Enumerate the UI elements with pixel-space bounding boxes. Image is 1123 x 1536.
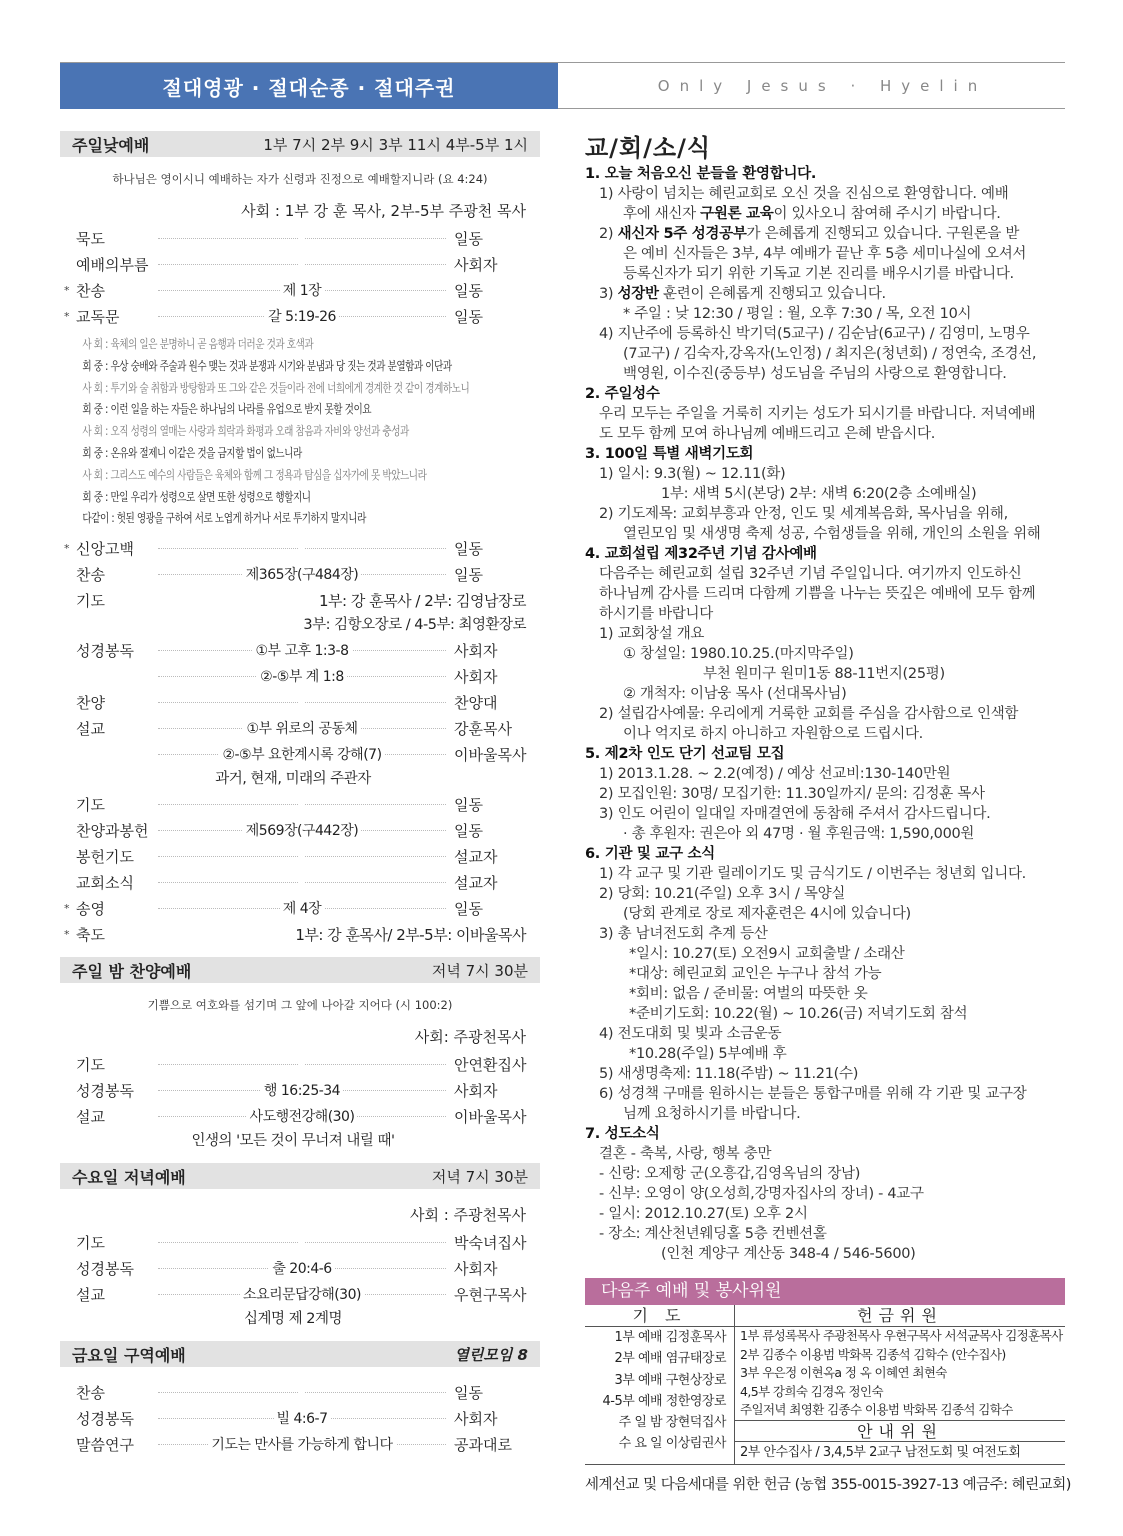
- wednesday-service-bar: [60, 1163, 540, 1189]
- news-line: 결혼 - 축복, 사랑, 행복 충만: [599, 1146, 772, 1162]
- order-label: 설교: [76, 719, 105, 738]
- order-detail: [158, 926, 287, 942]
- bulletin-header: [60, 62, 1065, 109]
- order-row: [60, 869, 540, 895]
- order-responsible: 일동: [454, 539, 483, 558]
- order-detail-text: [299, 256, 305, 272]
- order-detail: [158, 230, 446, 246]
- order-responsible: 이바울목사: [454, 1107, 527, 1126]
- order-row: [60, 303, 540, 329]
- order-detail: [158, 820, 446, 840]
- reading-line: 사 회 : 투기와 술 취함과 방탕함과 또 그와 같은 것들이라 전에 너희에게 경계한 것 같이 경계하노니: [82, 380, 470, 395]
- order-row: [60, 843, 540, 869]
- order-row: [60, 741, 540, 767]
- news-text: 3): [599, 286, 618, 302]
- news-emphasis: 구원론 교육: [700, 206, 774, 222]
- service-leader: 사회: 주광천목사: [414, 1028, 526, 1047]
- news-line: * 주일 : 낮 12:30 / 평일 : 월, 오후 7:30 / 목, 오전 10시: [623, 306, 972, 322]
- news-text: 이 있사오니 참여해 주시기 바랍니다.: [773, 206, 1001, 222]
- reading-text: 헛된 영광을 구하여 서로 노엽게 하거나 서로 투기하지 말지니라: [116, 511, 366, 526]
- responsive-reading: [60, 334, 540, 530]
- news-line: 1) 일시: 9.3(월) ~ 12.11(화): [599, 466, 786, 482]
- order-detail: [158, 1408, 446, 1428]
- order-detail-text: [299, 796, 305, 812]
- news-line: [585, 284, 1065, 304]
- order-row: [60, 663, 540, 689]
- news-heading: 2. 주일성수: [585, 386, 660, 402]
- section-title: 주일 밤 찬양예배: [72, 961, 192, 981]
- news-line: 3) 총 남녀전도회 추계 등산: [599, 926, 768, 942]
- order-detail: [158, 592, 311, 608]
- usher-header: 안내위원: [735, 1420, 1065, 1442]
- prayer-header: 기 도: [585, 1305, 734, 1327]
- order-label: 찬양: [76, 693, 105, 712]
- news-line: 6) 성경책 구매를 원하시는 분들은 통합구매를 위해 각 기관 및 교구장: [599, 1086, 1027, 1102]
- reading-text: 이런 일을 하는 자들은 하나님의 나라를 유업으로 받지 못할 것이요: [110, 402, 372, 417]
- order-responsible: 사회자: [454, 1259, 498, 1278]
- news-line: 1부: 새벽 5시(본당) 2부: 새벽 6:20(2층 소예배실): [661, 486, 977, 502]
- standing-mark: *: [64, 541, 70, 555]
- order-label: 봉헌기도: [76, 847, 134, 866]
- prayer-assignment: 2부 예배 염규태장로: [614, 1351, 726, 1367]
- church-news-column: [585, 128, 1065, 1264]
- order-label: 묵도: [76, 229, 105, 248]
- offering-header: 헌금위원: [735, 1305, 1065, 1327]
- order-row: [60, 1051, 540, 1077]
- service-table: [585, 1305, 1065, 1465]
- order-label: 예배의부름: [76, 255, 149, 274]
- order-label: 기도: [76, 795, 105, 814]
- news-line: 백영원, 이수진(중등부) 성도님을 주님의 사랑으로 환영합니다.: [623, 366, 1007, 382]
- order-label: 설교: [76, 1107, 105, 1126]
- order-detail-text: [299, 1234, 305, 1250]
- order-responsible: 사회자: [454, 667, 498, 686]
- theme-verse: 하나님은 영이시니 예배하는 자가 신령과 진정으로 예배할지니라 (요 4:24): [112, 172, 488, 186]
- section-title: 수요일 저녁예배: [72, 1167, 186, 1187]
- offering-account: 세계선교 및 다음세대를 위한 헌금 (농협 355-0015-3927-13 예금주: 혜린교회): [585, 1476, 1071, 1493]
- order-label: 찬양과봉헌: [76, 821, 149, 840]
- order-label: 말씀연구: [76, 1435, 134, 1454]
- news-line: [585, 204, 1065, 224]
- prayer-assignment: 수 요 일 이상림권사: [618, 1436, 726, 1452]
- order-label: 축도: [76, 925, 105, 944]
- service-times: 저녁 7시 30분: [431, 1167, 528, 1186]
- order-responsible: 사회자: [454, 1409, 498, 1428]
- motto-banner: 절대영광 · 절대순종 · 절대주권: [60, 63, 558, 109]
- news-line: 등록신자가 되기 위한 기독교 기본 진리를 배우시기를 바랍니다.: [623, 266, 1014, 282]
- news-emphasis: 새신자 5주 성경공부: [617, 226, 747, 242]
- order-detail: [158, 666, 446, 686]
- order-label: 찬송: [76, 281, 105, 300]
- order-label: 성경봉독: [76, 1409, 134, 1428]
- news-line: - 일시: 2012.10.27(토) 오후 2시: [599, 1206, 808, 1222]
- order-detail-text: 빌 4:6-7: [274, 1411, 331, 1427]
- news-line: 4) 전도대회 및 빛과 소금운동: [599, 1026, 782, 1042]
- order-detail: [158, 1384, 446, 1400]
- news-title: 교/회/소/식: [585, 134, 712, 162]
- order-label: 찬송: [76, 1383, 105, 1402]
- news-line: *준비기도회: 10.22(월) ~ 10.26(금) 저녁기도회 참석: [629, 1006, 968, 1022]
- order-row: [60, 1379, 540, 1405]
- reading-text: 육체의 일은 분명하니 곧 음행과 더러운 것과 호색과: [110, 337, 314, 351]
- news-line: 1) 사랑이 넘치는 혜린교회로 오신 것을 진심으로 환영합니다. 예배: [599, 186, 1009, 202]
- news-line: 부천 원미구 원미1동 88-11번지(25평): [703, 666, 945, 682]
- reading-speaker: 사 회: [82, 467, 103, 482]
- order-detail: [158, 694, 446, 710]
- reading-line: 회 중 : 온유와 절제니 이같은 것을 금지할 법이 없느니라: [82, 445, 302, 460]
- news-line: 5) 새생명축제: 11.18(주밤) ~ 11.21(수): [599, 1066, 859, 1082]
- order-row: [60, 637, 540, 663]
- news-line: ① 창설일: 1980.10.25.(마지막주일): [623, 646, 854, 662]
- news-line: *대상: 혜린교회 교인은 누구나 참석 가능: [629, 966, 882, 982]
- order-detail: [158, 848, 446, 864]
- news-line: 하나님께 감사를 드리며 다함께 기쁨을 나누는 뜻깊은 예배에 모두 함께: [599, 586, 1036, 602]
- news-line: (7교구) / 김숙자,강옥자(노인정) / 최지은(청년회) / 정연숙, 조경선,: [623, 346, 1037, 362]
- news-line: 도 모두 함께 모여 하나님께 예배드리고 은혜 받읍시다.: [599, 426, 936, 442]
- service-leader: 사회 : 1부 강 훈 목사, 2부-5부 주광천 목사: [241, 202, 526, 220]
- continuation-line: 3부: 김항오장로 / 4-5부: 최영환장로: [303, 617, 526, 634]
- order-label: 송영: [76, 899, 105, 918]
- news-line: 4) 지난주에 등록하신 박기덕(5교구) / 김순남(6교구) / 김영미, 노명우: [599, 326, 1030, 342]
- news-line: · 총 후원자: 권은아 외 47명 · 월 후원금액: 1,590,000원: [623, 826, 975, 842]
- order-detail-text: 제365장(구484장): [243, 567, 361, 583]
- news-text: 훈련이 은혜롭게 진행되고 있습니다.: [658, 286, 886, 302]
- order-label: 찬송: [76, 565, 105, 584]
- order-detail: [158, 1434, 446, 1454]
- reading-speaker: 회 중: [82, 358, 103, 373]
- order-row: [60, 1229, 540, 1255]
- continuation-line: 과거, 현재, 미래의 주관자: [215, 771, 371, 788]
- order-list: [60, 1051, 540, 1153]
- tagline: Only Jesus · Hyelin: [657, 77, 988, 95]
- reading-speaker: 회 중: [82, 445, 103, 460]
- order-responsible: 설교자: [454, 847, 498, 866]
- prayer-assignment: 4-5부 예배 정한영장로: [602, 1393, 726, 1409]
- order-row: [60, 791, 540, 817]
- prayer-list: [585, 1327, 734, 1455]
- news-heading: 5. 제2차 인도 단기 선교팀 모집: [585, 746, 785, 762]
- reading-speaker: 사 회: [82, 424, 103, 439]
- service-leader: 사회 : 주광천목사: [409, 1206, 526, 1225]
- evening-service-bar: [60, 957, 540, 983]
- offering-list: [735, 1327, 1065, 1420]
- reading-line: 회 중 : 우상 숭배와 주술과 원수 맺는 것과 분쟁과 시기와 분냄과 당 짓는 것과 분열함과 이단과: [82, 358, 452, 373]
- order-label: 성경봉독: [76, 641, 134, 660]
- reading-speaker: 회 중: [82, 489, 103, 504]
- offering-assignment: 3부 우은정 이현옥a 정 옥 이혜연 최현숙: [740, 1365, 947, 1380]
- order-detail-text: 제 1장: [280, 283, 324, 299]
- news-line: 1) 각 교구 및 기관 릴레이기도 및 금식기도 / 이번주는 청년회 입니다.: [599, 866, 1026, 882]
- prayer-assignment: 주 일 밤 장현덕집사: [618, 1415, 726, 1431]
- offering-assignment: 4,5부 강희숙 김경옥 정인숙: [740, 1383, 883, 1399]
- order-detail: [158, 874, 446, 890]
- order-detail-text: [299, 1056, 305, 1072]
- order-label: 설교: [76, 1285, 105, 1304]
- worship-order-column: [60, 131, 540, 1457]
- order-detail-text: 제 4장: [280, 901, 324, 917]
- reading-text: 우상 숭배와 주술과 원수 맺는 것과 분쟁과 시기와 분냄과 당 짓는 것과 분열함과 이단과: [110, 358, 452, 373]
- standing-mark: *: [64, 283, 70, 297]
- order-responsible: 1부: 강 훈목사/ 2부-5부: 이바울목사: [295, 925, 526, 944]
- news-line: 열린모임 및 새생명 축제 성공, 수험생들을 위해, 개인의 소원을 위해: [623, 526, 1041, 542]
- news-line: 2) 기도제목: 교회부흥과 안정, 인도 및 세계복음화, 목사님을 위해,: [599, 506, 1008, 522]
- order-detail-text: [299, 694, 305, 710]
- order-label: 기도: [76, 591, 105, 610]
- order-row: [60, 895, 540, 921]
- order-list: [60, 1229, 540, 1331]
- order-row: [60, 225, 540, 251]
- order-responsible: 강훈목사: [454, 719, 512, 738]
- order-detail-text: 행 16:25-34: [261, 1083, 343, 1099]
- sunday-service-bar: [60, 131, 540, 157]
- news-heading: 4. 교회설립 제32주년 기념 감사예배: [585, 546, 817, 562]
- order-responsible: 일동: [454, 565, 483, 584]
- order-detail-text: [220, 926, 226, 942]
- order-detail-text: [299, 848, 305, 864]
- news-line: 님께 요청하시기를 바랍니다.: [623, 1106, 801, 1122]
- order-detail-text: [232, 592, 238, 608]
- order-detail: [158, 256, 446, 272]
- news-heading: 3. 100일 특별 새벽기도회: [585, 446, 754, 462]
- news-line: 1) 교회창설 개요: [599, 626, 705, 642]
- news-line: 하시기를 바랍니다: [599, 606, 713, 622]
- order-detail: [158, 898, 446, 918]
- order-detail-text: [299, 230, 305, 246]
- news-line: *회비: 없음 / 준비물: 여벌의 따뜻한 옷: [629, 986, 868, 1002]
- order-responsible: 일동: [454, 281, 483, 300]
- service-times: 저녁 7시 30분: [431, 961, 528, 980]
- news-line: 이나 억지로 하지 아니하고 자원함으로 드립시다.: [623, 726, 923, 742]
- order-row: [60, 1255, 540, 1281]
- reading-line: 회 중 : 이런 일을 하는 자들은 하나님의 나라를 유업으로 받지 못할 것이요: [82, 402, 372, 417]
- news-line: 다음주는 혜린교회 설립 32주년 기념 주일입니다. 여기까지 인도하신: [599, 566, 1022, 582]
- prayer-assignment: 3부 예배 구현상장로: [614, 1372, 726, 1388]
- order-detail-text: ①부 고후 1:3-8: [252, 643, 351, 659]
- news-heading: 1. 오늘 처음오신 분들을 환영합니다.: [585, 166, 817, 182]
- order-detail-text: [299, 1384, 305, 1400]
- order-row: [60, 715, 540, 741]
- order-list: [60, 1379, 540, 1457]
- order-detail-text: 갈 5:19-26: [265, 309, 339, 325]
- reading-line: 사 회 : 오직 성령의 열매는 사랑과 희락과 화평과 오래 참음과 자비와 양선과 충성과: [82, 424, 409, 439]
- news-heading: 7. 성도소식: [585, 1126, 660, 1142]
- news-text: 가 은혜롭게 진행되고 있습니다. 구원론을 받: [746, 226, 1020, 242]
- order-responsible: 찬양대: [454, 693, 498, 712]
- order-detail: [158, 1284, 446, 1304]
- order-responsible: 사회자: [454, 641, 498, 660]
- order-detail: [158, 1106, 446, 1126]
- order-detail: [158, 1080, 446, 1100]
- order-label: 교독문: [76, 307, 120, 326]
- order-row: [60, 1281, 540, 1307]
- service-panel-title: 다음주 예배 및 봉사위원: [585, 1278, 1065, 1305]
- order-detail: [158, 306, 446, 326]
- prayer-assignment: 1부 예배 김정훈목사: [614, 1330, 726, 1345]
- news-line: [585, 224, 1065, 244]
- news-line: - 신부: 오영이 양(오성희,강명자집사의 장녀) - 4교구: [599, 1186, 924, 1202]
- order-list: [60, 535, 540, 947]
- order-row: [60, 1431, 540, 1457]
- order-responsible: 공과대로: [454, 1435, 512, 1454]
- order-detail-text: 사도행전강해(30): [247, 1109, 358, 1125]
- offering-assignment: 주일저녁 최영환 김종수 이용범 박화목 김종석 김학수: [740, 1402, 1013, 1417]
- news-text: 후에 새신자: [623, 206, 701, 222]
- order-label: 성경봉독: [76, 1081, 134, 1100]
- news-line: 3) 인도 어린이 일대일 자매결연에 동참해 주셔서 감사드립니다.: [599, 806, 991, 822]
- order-responsible: 이바울목사: [454, 745, 527, 764]
- news-text: 2): [599, 226, 618, 242]
- news-line: (인천 계양구 계산동 348-4 / 546-5600): [661, 1246, 916, 1262]
- reading-text: 그리스도 예수의 사람들은 육체와 함께 그 정욕과 탐심을 십자가에 못 박았느니라: [110, 467, 427, 482]
- news-line: - 장소: 계산천년웨딩홀 5층 컨벤션홀: [599, 1226, 827, 1242]
- order-label: 기도: [76, 1055, 105, 1074]
- reading-speaker: 사 회: [82, 380, 103, 395]
- order-detail-text: ②-⑤부 요한계시록 강해(7): [219, 747, 384, 763]
- order-detail-text: 제569장(구442장): [243, 823, 361, 839]
- order-detail: [158, 1234, 446, 1250]
- order-detail-text: 출 20:4-6: [269, 1261, 334, 1277]
- reading-speaker: 회 중: [82, 402, 103, 417]
- order-row: [60, 1077, 540, 1103]
- order-detail: [158, 744, 446, 764]
- reading-text: 만일 우리가 성령으로 살면 또한 성령으로 행할지니: [110, 489, 311, 504]
- order-detail-text: 소요리문답강해(30): [240, 1287, 364, 1303]
- continuation-line: 인생의 '모든 것이 무너져 내릴 때': [191, 1133, 395, 1150]
- order-responsible: 박숙녀집사: [454, 1233, 527, 1252]
- standing-mark: *: [64, 901, 70, 915]
- reading-text: 온유와 절제니 이같은 것을 금지할 법이 없느니라: [110, 445, 302, 460]
- theme-verse: 기쁨으로 여호와를 섬기며 그 앞에 나아갈 지어다 (시 100:2): [147, 998, 453, 1013]
- standing-mark: *: [64, 927, 70, 941]
- order-detail: [158, 640, 446, 660]
- order-row: [60, 1405, 540, 1431]
- reading-line: 다같이 : 헛된 영광을 구하여 서로 노엽게 하거나 서로 투기하지 말지니라: [82, 511, 366, 526]
- service-times: 열린모임 8: [454, 1345, 528, 1364]
- order-detail: [158, 1258, 446, 1278]
- news-line: (당회 관계로 장로 제자훈련은 4시에 있습니다): [623, 906, 911, 922]
- order-detail: [158, 718, 446, 738]
- order-responsible: 일동: [454, 1383, 483, 1402]
- order-row: [60, 817, 540, 843]
- next-week-service-panel: [585, 1278, 1071, 1494]
- news-list: [585, 164, 1065, 1264]
- service-times: 1부 7시 2부 9시 3부 11시 4부-5부 1시: [263, 135, 528, 154]
- news-line: 2) 당회: 10.21(주일) 오후 3시 / 목양실: [599, 886, 846, 902]
- news-line: 우리 모두는 주일을 거룩히 지키는 성도가 되시기를 바랍니다. 저녁예배: [599, 406, 1036, 422]
- order-row: [60, 1103, 540, 1129]
- order-row: [60, 689, 540, 715]
- standing-mark: *: [64, 309, 70, 323]
- reading-line: 회 중 : 만일 우리가 성령으로 살면 또한 성령으로 행할지니: [82, 489, 311, 504]
- news-line: 1) 2013.1.28. ~ 2.2(예정) / 예상 선교비:130-140만원: [599, 766, 951, 782]
- order-row: [60, 277, 540, 303]
- order-row: [60, 535, 540, 561]
- order-row: [60, 251, 540, 277]
- order-row: [60, 921, 540, 947]
- order-detail-text: ①부 위로의 공동체: [243, 721, 360, 737]
- news-emphasis: 성장반: [617, 286, 659, 302]
- order-detail-text: ②-⑤부 계 1:8: [257, 669, 347, 685]
- news-line: ② 개척자: 이남웅 목사 (선대목사님): [623, 686, 847, 702]
- usher-list: 2부 안수집사 / 3,4,5부 2교구 남전도회 및 여전도회: [740, 1444, 1021, 1460]
- order-responsible: 1부: 강 훈목사 / 2부: 김영남장로: [319, 591, 526, 610]
- order-responsible: 일동: [454, 821, 483, 840]
- order-label: 신앙고백: [76, 539, 134, 558]
- order-label: 성경봉독: [76, 1259, 134, 1278]
- friday-service-bar: [60, 1341, 540, 1367]
- order-row: [60, 561, 540, 587]
- order-label: 기도: [76, 1233, 105, 1252]
- order-label: 교회소식: [76, 873, 134, 892]
- reading-text: 오직 성령의 열매는 사랑과 희락과 화평과 오래 참음과 자비와 양선과 충성과: [110, 424, 409, 439]
- order-responsible: 일동: [454, 899, 483, 918]
- order-responsible: 일동: [454, 307, 483, 326]
- order-detail: [158, 796, 446, 812]
- news-line: 2) 설립감사예물: 우리에게 거룩한 교회를 주심을 감사함으로 인색함: [599, 706, 1019, 722]
- news-line: - 신랑: 오제항 군(오흥갑,김영옥님의 장남): [599, 1166, 861, 1182]
- order-responsible: 우현구목사: [454, 1285, 527, 1304]
- news-heading: 6. 기관 및 교구 소식: [585, 846, 715, 862]
- order-responsible: 설교자: [454, 873, 498, 892]
- reading-text: 투기와 술 취함과 방탕함과 또 그와 같은 것들이라 전에 너희에게 경계한 것 같이 경계하노니: [110, 380, 470, 395]
- section-title: 금요일 구역예배: [72, 1345, 186, 1365]
- reading-line: 사 회 : 육체의 일은 분명하니 곧 음행과 더러운 것과 호색과: [82, 337, 314, 351]
- reading-speaker: 사 회: [82, 337, 103, 351]
- order-list: [60, 225, 540, 329]
- order-detail: [158, 540, 446, 556]
- order-detail: [158, 280, 446, 300]
- order-detail-text: 기도는 만사를 가능하게 합니다: [208, 1437, 395, 1453]
- continuation-line: 십계명 제 2계명: [244, 1311, 342, 1328]
- order-detail: [158, 1056, 446, 1072]
- offering-assignment: 1부 류성록목사 주광천목사 우현구목사 서석균목사 김정훈목사: [740, 1328, 1063, 1343]
- order-responsible: 사회자: [454, 1081, 498, 1100]
- order-responsible: 일동: [454, 229, 483, 248]
- order-detail-text: [299, 874, 305, 890]
- order-detail: [158, 564, 446, 584]
- reading-speaker: 다같이: [82, 511, 109, 526]
- offering-assignment: 2부 김종수 이용범 박화목 김종석 김학수 (안수집사): [740, 1346, 1006, 1362]
- news-line: *10.28(주일) 5부예배 후: [629, 1046, 787, 1062]
- order-detail-text: [299, 540, 305, 556]
- news-line: 은 예비 신자들은 3부, 4부 예배가 끝난 후 5층 세미나실에 오셔서: [623, 246, 1027, 262]
- order-responsible: 사회자: [454, 255, 498, 274]
- section-title: 주일낮예배: [72, 135, 150, 155]
- order-row: [60, 587, 540, 613]
- news-line: *일시: 10.27(토) 오전9시 교회출발 / 소래산: [629, 946, 905, 962]
- news-line: 2) 모집인원: 30명/ 모집기한: 11.30일까지/ 문의: 김정훈 목사: [599, 786, 985, 802]
- order-responsible: 일동: [454, 795, 483, 814]
- order-responsible: 안연환집사: [454, 1055, 527, 1074]
- reading-line: 사 회 : 그리스도 예수의 사람들은 육체와 함께 그 정욕과 탐심을 십자가에 못 박았느니라: [82, 467, 427, 482]
